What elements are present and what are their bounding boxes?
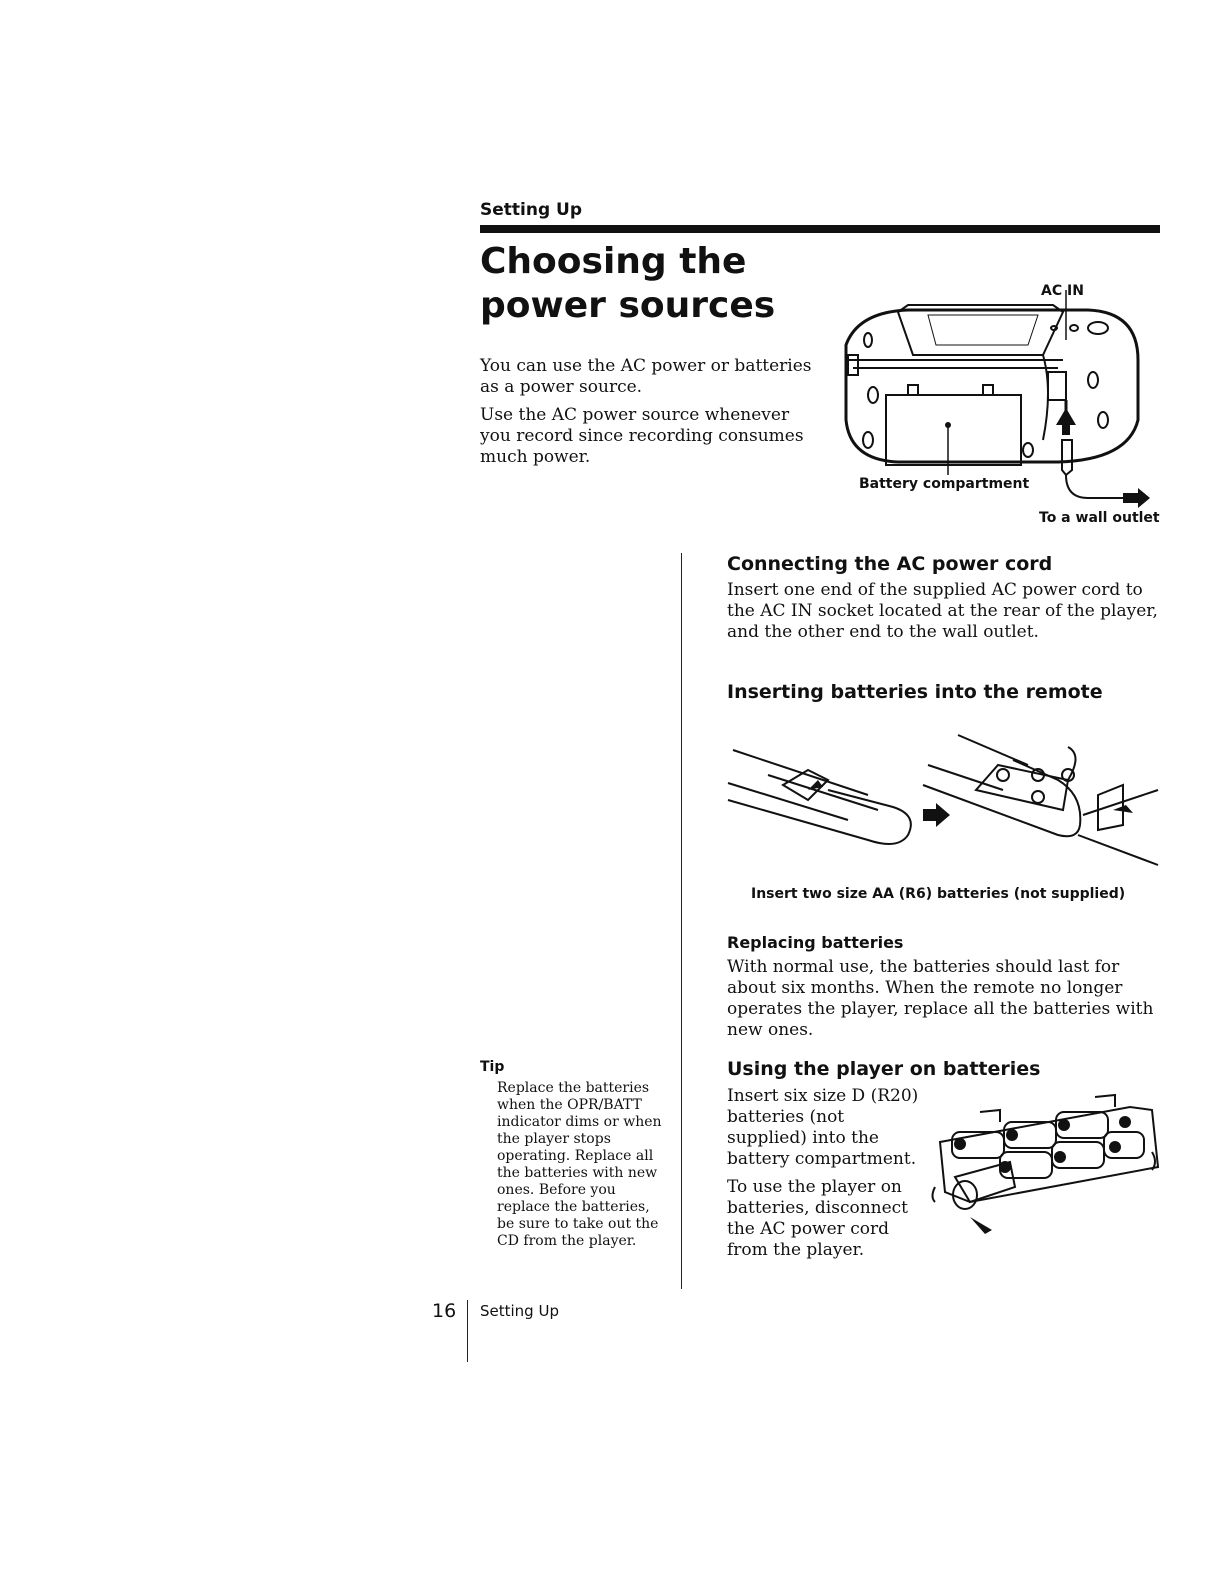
tip-label: Tip: [480, 1059, 505, 1075]
label-battery-compartment: Battery compartment: [859, 476, 1030, 492]
section-label: Setting Up: [480, 200, 583, 220]
label-ac-in: AC IN: [1041, 283, 1084, 299]
footer-rule: [467, 1300, 468, 1362]
remote-caption: Insert two size AA (R6) batteries (not supplied): [751, 886, 1126, 902]
batteries-paragraph-2: To use the player on batteries, disconnect the AC power cord from the player.: [727, 1177, 909, 1260]
remote-illustration: [728, 735, 1160, 865]
batteries-paragraph-1: Insert six size D (R20) batteries (not supplied) into the battery compartment.: [727, 1086, 919, 1169]
title-line-1: Choosing the: [480, 241, 747, 282]
header-rule: [480, 225, 1160, 233]
intro-paragraph-2: Use the AC power source whenever you record since recording consumes much power.: [480, 405, 804, 467]
ac-cord-body: Insert one end of the supplied AC power cord to the AC IN socket located at the rear of the player, and the other end to the wall outlet.: [727, 580, 1158, 642]
intro-paragraph-1: You can use the AC power or batteries as a power source.: [480, 356, 812, 397]
page-number: 16: [432, 1300, 457, 1322]
title-line-2: power sources: [480, 285, 776, 326]
ac-cord-heading: Connecting the AC power cord: [727, 553, 1053, 575]
column-divider: [681, 553, 682, 1289]
batteries-heading: Using the player on batteries: [727, 1058, 1041, 1080]
intro-text: [480, 356, 825, 475]
footer-section: Setting Up: [480, 1302, 559, 1320]
battery-compartment-illustration: [930, 1092, 1160, 1247]
replacing-heading: Replacing batteries: [727, 933, 904, 952]
remote-heading: Inserting batteries into the remote: [727, 681, 1103, 703]
tip-body: Replace the batteries when the OPR/BATT indicator dims or when the player stops operating. Replace all the batteries with new ones. Before you replace the batteries, be sure to take out the CD from the player.: [497, 1080, 662, 1249]
replacing-body: With normal use, the batteries should last for about six months. When the remote no longer operates the player, replace all the batteries with new ones.: [727, 957, 1154, 1040]
label-wall-outlet: To a wall outlet: [1039, 510, 1160, 526]
page-title: [480, 240, 775, 328]
